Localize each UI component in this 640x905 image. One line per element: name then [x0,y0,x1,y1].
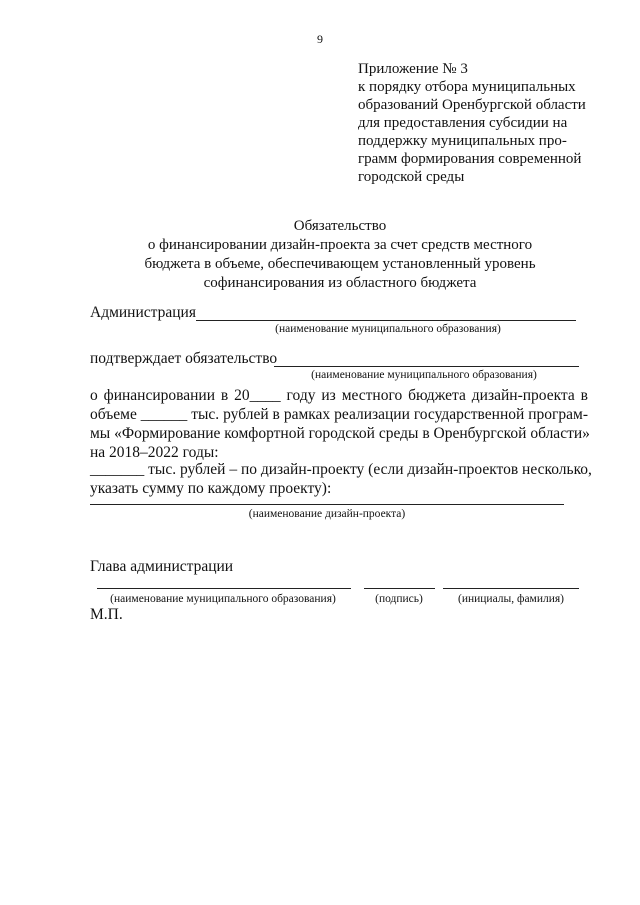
confirms-field-line[interactable] [274,366,579,367]
name-sign-line[interactable] [443,588,579,589]
municipality-sign-line[interactable] [97,588,351,589]
document-title [90,217,590,293]
confirms-label: подтверждает обязательство [90,350,278,367]
signature-line[interactable] [364,588,435,589]
seal-label: М.П. [90,606,123,623]
municipality-sign-caption: (наименование муниципального образования) [110,593,336,605]
body-line: указать сумму по каждому проекту): [90,480,332,497]
signature-caption: (подпись) [375,593,423,605]
appendix-header [358,60,608,186]
appendix-line: для предоставления субсидии на [358,115,568,131]
head-label: Глава администрации [90,558,234,575]
project-field-line[interactable] [90,504,564,505]
body-line: мы «Формирование комфортной городской среды в Оренбургской области» [90,425,590,442]
appendix-line: грамм формирования современной [358,151,582,167]
appendix-line: к порядку отбора муниципальных [358,79,576,95]
body-line: _______ тыс. рублей – по дизайн-проекту (если дизайн-проектов несколько, [90,461,592,478]
body-line: объеме ______ тыс. рублей в рамках реализации государственной програм- [90,406,588,423]
body-paragraph [90,386,588,462]
administration-caption: (наименование муниципального образования) [275,323,501,335]
administration-label: Администрация [90,304,196,321]
title-line: о финансировании дизайн-проекта за счет средств местного [147,237,533,253]
page-number: 9 [317,32,323,46]
body-line: на 2018–2022 годы: [90,444,219,461]
body-paragraph-2 [90,460,592,498]
appendix-line: поддержку муниципальных про- [358,133,567,149]
body-line: о финансировании в 20____ году из местного бюджета дизайн-проекта в [90,387,588,404]
administration-field-line[interactable] [196,320,576,321]
appendix-line: городской среды [358,169,465,185]
project-caption: (наименование дизайн-проекта) [248,508,406,520]
title-heading: Обязательство [293,218,387,234]
title-line: бюджета в объеме, обеспечивающем установленный уровень [144,256,536,272]
name-caption: (инициалы, фамилия) [457,593,565,605]
confirms-caption: (наименование муниципального образования) [311,369,537,381]
appendix-line: Приложение № 3 [358,61,468,77]
title-line: софинансирования из областного бюджета [203,275,477,291]
appendix-line: образований Оренбургской области [358,97,586,113]
